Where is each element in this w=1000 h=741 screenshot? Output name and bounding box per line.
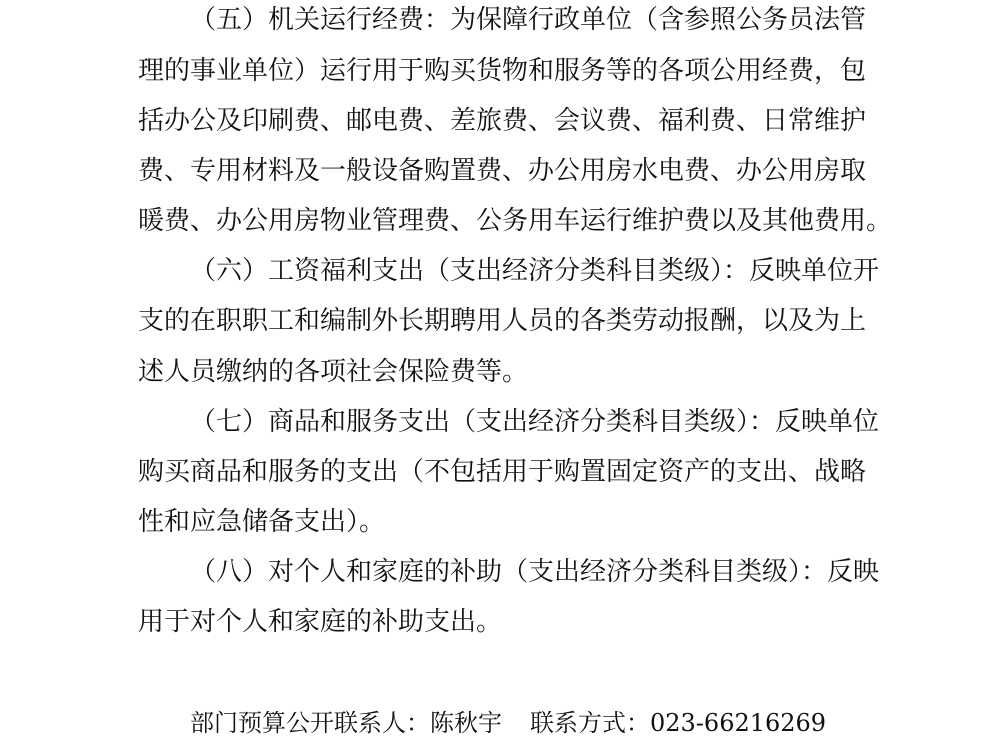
section-text: 反映单位: [775, 407, 880, 437]
contact-name: 陈秋宇: [430, 709, 502, 737]
paragraph-line: 括办公及印刷费、邮电费、差旅费、会议费、福利费、日常维护: [138, 106, 867, 136]
paragraph-line: 支的在职职工和编制外长期聘用人员的各类劳动报酬，以及为上: [138, 306, 867, 336]
paragraph-line: 用于对个人和家庭的补助支出。: [138, 607, 503, 637]
phone-label: 联系方式：: [530, 709, 650, 737]
section-title: （七）商品和服务支出（支出经济分类科目类级）：: [190, 407, 776, 437]
contact-footer: [190, 708, 826, 738]
paragraph-line: [190, 5, 866, 35]
paragraph-line: 购买商品和服务的支出（不包括用于购置固定资产的支出、战略: [138, 457, 867, 487]
phone-number: 023-66216269: [650, 709, 827, 737]
section-text: 为保障行政单位（含参照公务员法管: [450, 5, 867, 35]
paragraph-line: [190, 407, 879, 437]
section-text: 反映: [827, 557, 880, 587]
section-title: （六）工资福利支出（支出经济分类科目类级）：: [190, 256, 750, 286]
section-title: （五）机关运行经费：: [190, 5, 451, 35]
section-title: （八）对个人和家庭的补助（支出经济分类科目类级）：: [190, 557, 828, 587]
paragraph-line: 述人员缴纳的各项社会保险费等。: [138, 357, 529, 387]
section-text: 反映单位开: [749, 256, 880, 286]
paragraph-line: 暖费、办公用房物业管理费、公务用车运行维护费以及其他费用。: [138, 206, 893, 236]
contact-label: 部门预算公开联系人：: [190, 709, 430, 737]
paragraph-line: [190, 256, 879, 286]
paragraph-line: 理的事业单位）运行用于购买货物和服务等的各项公用经费，包: [138, 56, 867, 86]
paragraph-line: 性和应急储备支出）。: [138, 507, 386, 537]
paragraph-line: [190, 557, 879, 587]
paragraph-line: 费、专用材料及一般设备购置费、办公用房水电费、办公用房取: [138, 156, 867, 186]
